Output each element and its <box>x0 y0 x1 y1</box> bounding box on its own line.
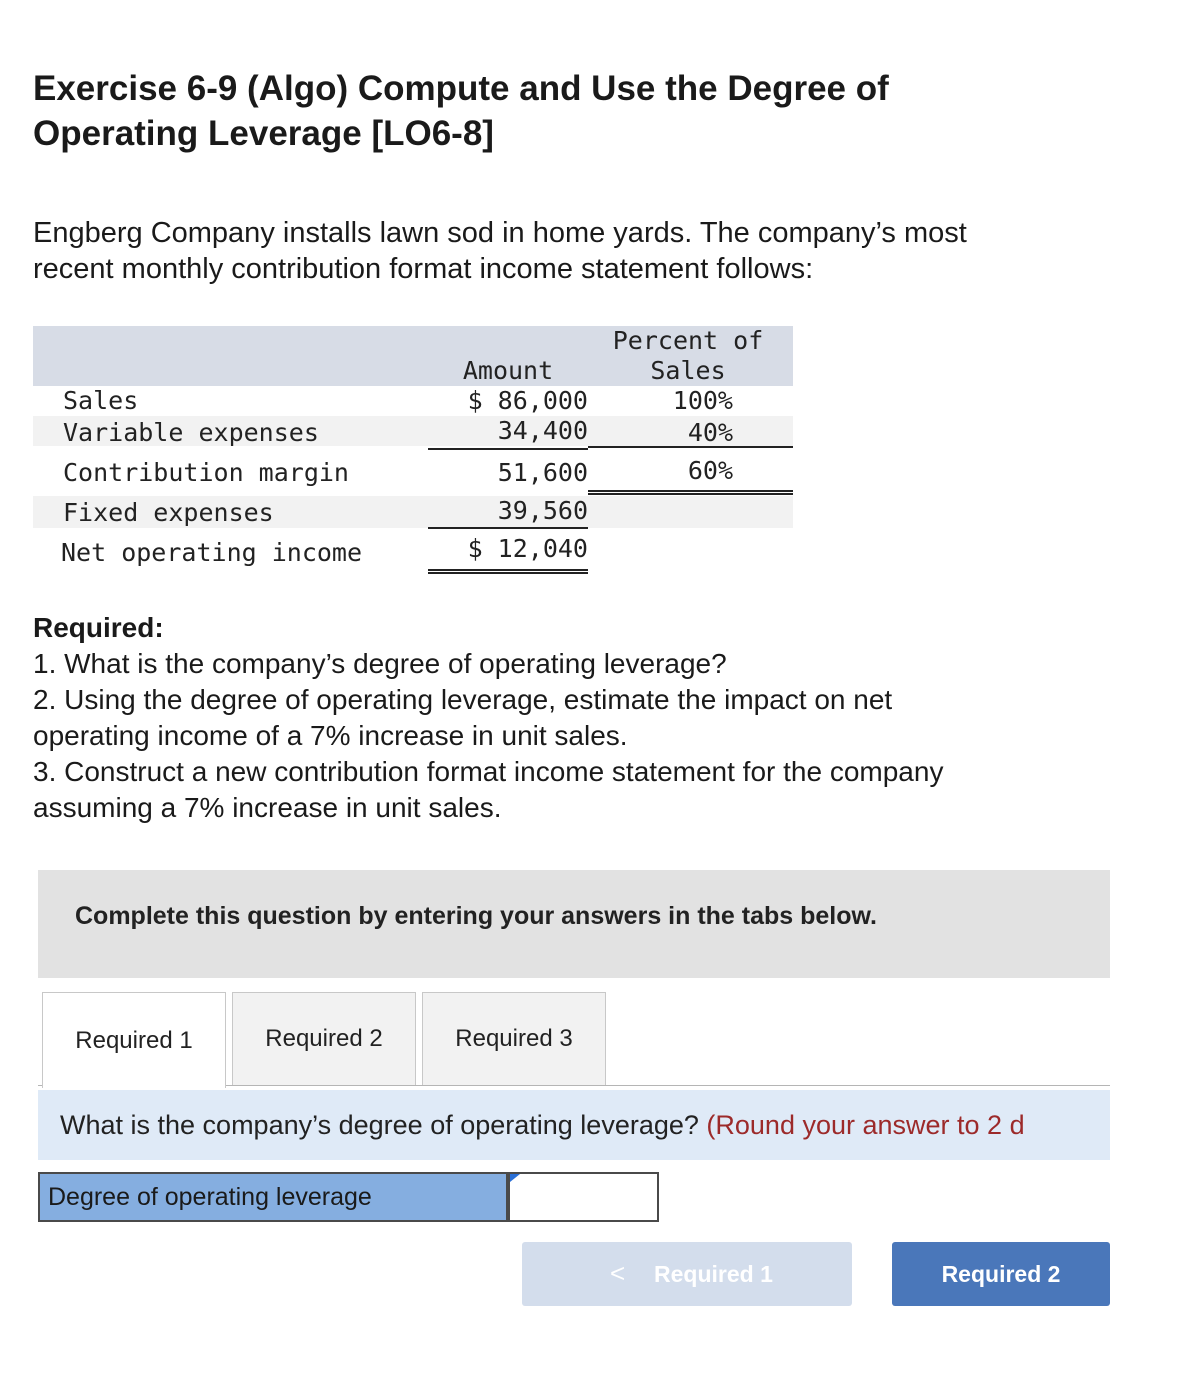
prev-required-button[interactable] <box>522 1242 852 1306</box>
underline <box>428 527 588 529</box>
double-underline <box>428 569 588 574</box>
instruction-box <box>38 870 1110 978</box>
row-amount-fixed-expenses: 39,560 <box>497 496 588 525</box>
percent-header-line-1: Percent of <box>612 326 764 355</box>
required-line: 3. Construct a new contribution format income statement for the company <box>33 756 944 787</box>
tab-required-3[interactable]: Required 3 <box>422 992 606 1086</box>
exercise-title-line-2: Operating Leverage [LO6-8] <box>33 114 494 153</box>
exercise-title-line-1: Exercise 6-9 (Algo) Compute and Use the Degree of <box>33 69 889 108</box>
tab-required-2[interactable]: Required 2 <box>232 992 416 1086</box>
next-required-button[interactable]: Required 2 <box>892 1242 1110 1306</box>
answer-label: Degree of operating leverage <box>38 1172 508 1222</box>
underline <box>588 446 793 448</box>
question-bar <box>38 1090 1110 1160</box>
row-label-variable-expenses: Variable expenses <box>63 418 319 447</box>
row-percent-contribution-margin: 60% <box>687 456 733 485</box>
required-line: assuming a 7% increase in unit sales. <box>33 792 502 823</box>
question-hint: (Round your answer to 2 d <box>706 1110 1025 1140</box>
input-flag-icon <box>510 1174 520 1182</box>
row-amount-contribution-margin: 51,600 <box>497 458 588 487</box>
row-amount-net-operating-income: $ 12,040 <box>467 534 588 563</box>
row-amount-sales: $ 86,000 <box>467 386 588 415</box>
required-line: 2. Using the degree of operating leverage, estimate the impact on net <box>33 684 893 715</box>
question-text: What is the company’s degree of operating leverage? <box>60 1110 699 1140</box>
intro-line-2: recent monthly contribution format income statement follows: <box>33 253 814 285</box>
percent-header-line-2: Sales <box>650 356 726 385</box>
row-amount-variable-expenses: 34,400 <box>497 416 588 445</box>
row-label-contribution-margin: Contribution margin <box>63 458 349 487</box>
instruction-text: Complete this question by entering your answers in the tabs below. <box>75 902 877 930</box>
exercise-title <box>33 66 1033 156</box>
amount-header: Amount <box>462 356 554 385</box>
prev-button-label: Required 1 <box>654 1261 773 1287</box>
intro-paragraph <box>33 215 1133 287</box>
row-label-fixed-expenses: Fixed expenses <box>63 498 274 527</box>
row-percent-sales: 100% <box>672 386 733 415</box>
required-line: operating income of a 7% increase in unit sales. <box>33 720 628 751</box>
row-label-net-operating-income: Net operating income <box>61 538 363 567</box>
degree-of-operating-leverage-input[interactable] <box>508 1172 659 1222</box>
underline <box>428 448 588 450</box>
required-heading: Required: <box>33 612 164 643</box>
tab-required-1[interactable]: Required 1 <box>42 992 226 1088</box>
chevron-left-icon: < <box>610 1258 626 1288</box>
intro-line-1: Engberg Company installs lawn sod in home yards. The company’s most <box>33 217 967 249</box>
question-text-wrap <box>60 1110 1025 1141</box>
double-underline <box>588 490 793 495</box>
required-section <box>33 610 1153 826</box>
required-line: 1. What is the company’s degree of operating leverage? <box>33 648 727 679</box>
row-percent-variable-expenses: 40% <box>687 418 733 447</box>
income-statement <box>33 326 793 581</box>
row-label-sales: Sales <box>63 386 139 415</box>
